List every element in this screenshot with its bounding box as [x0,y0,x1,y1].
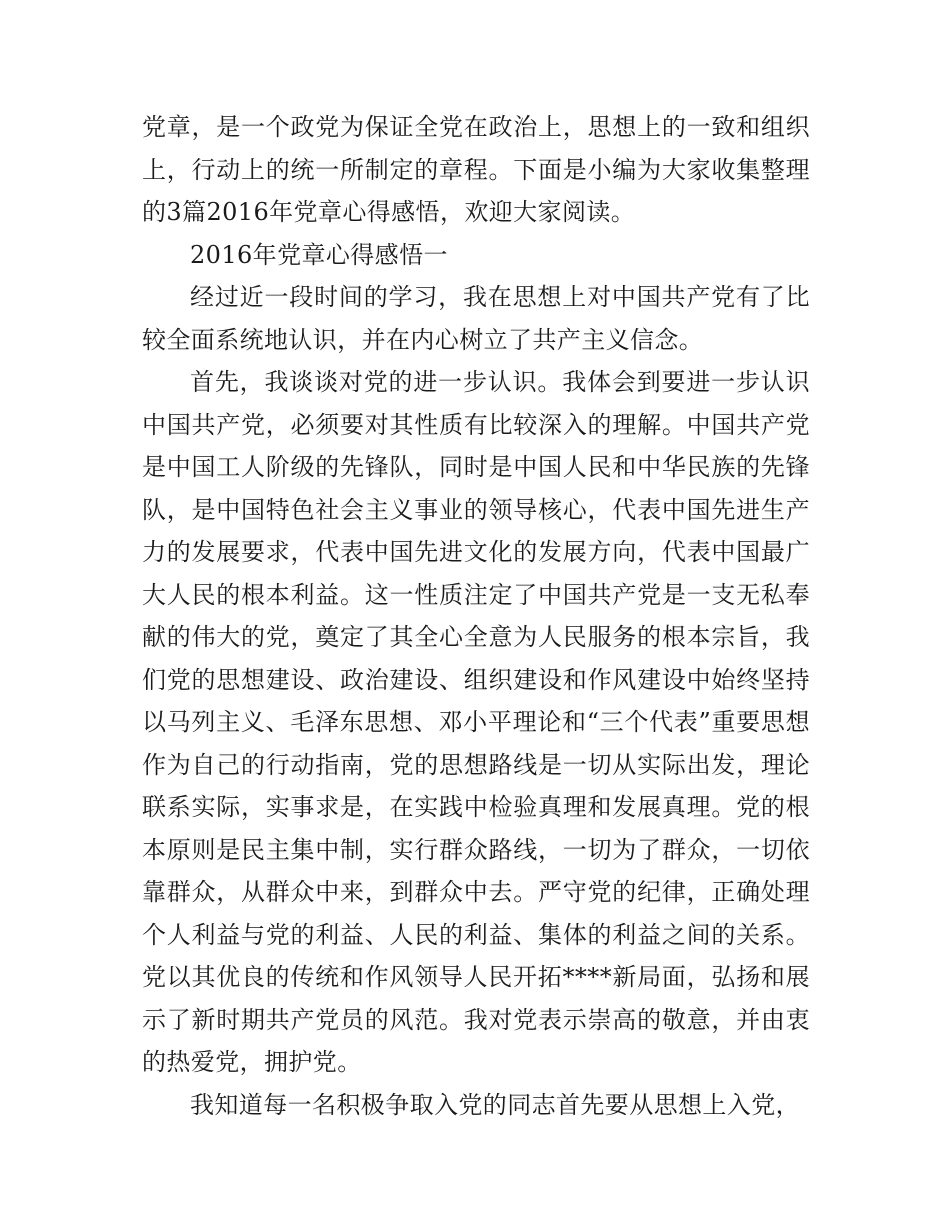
document-body [142,106,810,1126]
body-paragraph-2: 首先，我谈谈对党的进一步认识。我体会到要进一步认识中国共产党，必须要对其性质有比较深入的理解。中国共产党是中国工人阶级的先锋队，同时是中国人民和中华民族的先锋队，是中国特色社会主义事业的领导核心，代表中国先进生产力的发展要求，代表中国先进文化的发展方向，代表中国最广大人民的根本利益。这一性质注定了中国共产党是一支无私奉献的伟大的党，奠定了其全心全意为人民服务的根本宗旨，我们党的思想建设、政治建设、组织建设和作风建设中始终坚持以马列主义、毛泽东思想、邓小平理论和“三个代表”重要思想作为自己的行动指南，党的思想路线是一切从实际出发，理论联系实际，实事求是，在实践中检验真理和发展真理。党的根本原则是民主集中制，实行群众路线，一切为了群众，一切依靠群众，从群众中来，到群众中去。严守党的纪律，正确处理个人利益与党的利益、人民的利益、集体的利益之间的关系。党以其优良的传统和作风领导人民开拓****新局面，弘扬和展示了新时期共产党员的风范。我对党表示崇高的敬意，并由衷的热爱党，拥护党。 [142,368,810,1076]
body-paragraph-1: 经过近一段时间的学习，我在思想上对中国共产党有了比较全面系统地认识，并在内心树立了共产主义信念。 [142,283,810,354]
intro-paragraph: 党章，是一个政党为保证全党在政治上，思想上的一致和组织上，行动上的统一所制定的章程。下面是小编为大家收集整理的3篇2016年党章心得感悟，欢迎大家阅读。 [142,113,810,226]
body-paragraph-3: 我知道每一名积极争取入党的同志首先要从思想上入党， [190,1090,800,1119]
section-heading: 2016年党章心得感悟一 [190,240,448,269]
